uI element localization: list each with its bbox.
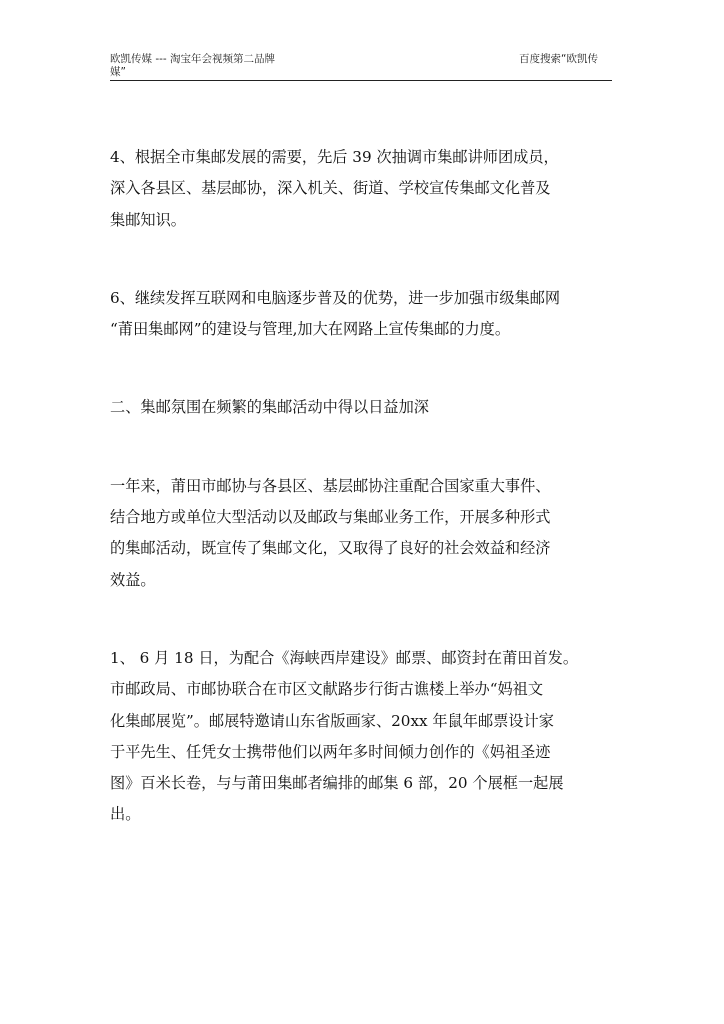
- text-line: 集邮知识。: [110, 210, 186, 229]
- paragraph-gap: [110, 596, 620, 643]
- heading-line: 二、集邮氛围在频繁的集邮活动中得以日益加深: [110, 398, 429, 417]
- text-line: 市邮政局、市邮协联合在市区文献路步行街古谯楼上举办“妈祖文: [110, 680, 544, 699]
- document-body: [110, 142, 620, 831]
- text-line: 一年来，莆田市邮协与各县区、基层邮协注重配合国家重大事件、: [110, 476, 551, 495]
- text-line: 4、根据全市集邮发展的需要，先后 39 次抽调市集邮讲师团成员，: [110, 148, 559, 166]
- text-line: 化集邮展览”。邮展特邀请山东省版画家、20xx 年鼠年邮票设计家: [110, 711, 554, 730]
- header-left-line-2: 媒”: [110, 66, 126, 78]
- paragraph-summary: [110, 471, 620, 596]
- text-line: 出。: [110, 805, 141, 824]
- header-left-line-1: 欧凯传媒 --- 淘宝年会视频第二品牌: [110, 53, 276, 65]
- text-line: “莆田集邮网”的建设与管理,加大在网路上宣传集邮的力度。: [110, 320, 511, 339]
- text-line: 图》百米长卷，与与莆田集邮者编排的邮集 6 部，20 个展框一起展: [110, 774, 564, 793]
- header-right-text: 百度搜索“欧凯传: [519, 53, 598, 65]
- paragraph-gap: [110, 236, 620, 283]
- section-heading: [110, 392, 620, 423]
- paragraph-item-4: [110, 142, 620, 236]
- paragraph-item-6: [110, 283, 620, 346]
- text-line: 效益。: [110, 570, 156, 589]
- text-line: 深入各县区、基层邮协，深入机关、街道、学校宣传集邮文化普及: [110, 179, 551, 198]
- header-left-text: [110, 53, 310, 79]
- paragraph-item-1: [110, 643, 620, 831]
- text-line: 的集邮活动，既宣传了集邮文化，又取得了良好的社会效益和经济: [110, 539, 551, 558]
- paragraph-gap: [110, 345, 620, 392]
- paragraph-gap: [110, 424, 620, 471]
- text-line: 1、 6 月 18 日，为配合《海峡西岸建设》邮票、邮资封在莆田首发。: [110, 648, 579, 667]
- text-line: 结合地方或单位大型活动以及邮政与集邮业务工作，开展多种形式: [110, 508, 551, 527]
- text-line: 6、继续发挥互联网和电脑逐步普及的优势，进一步加强市级集邮网: [110, 288, 561, 307]
- text-line: 于平先生、任凭女士携带他们以两年多时间倾力创作的《妈祖圣迹: [110, 742, 551, 761]
- page-header: [110, 50, 612, 81]
